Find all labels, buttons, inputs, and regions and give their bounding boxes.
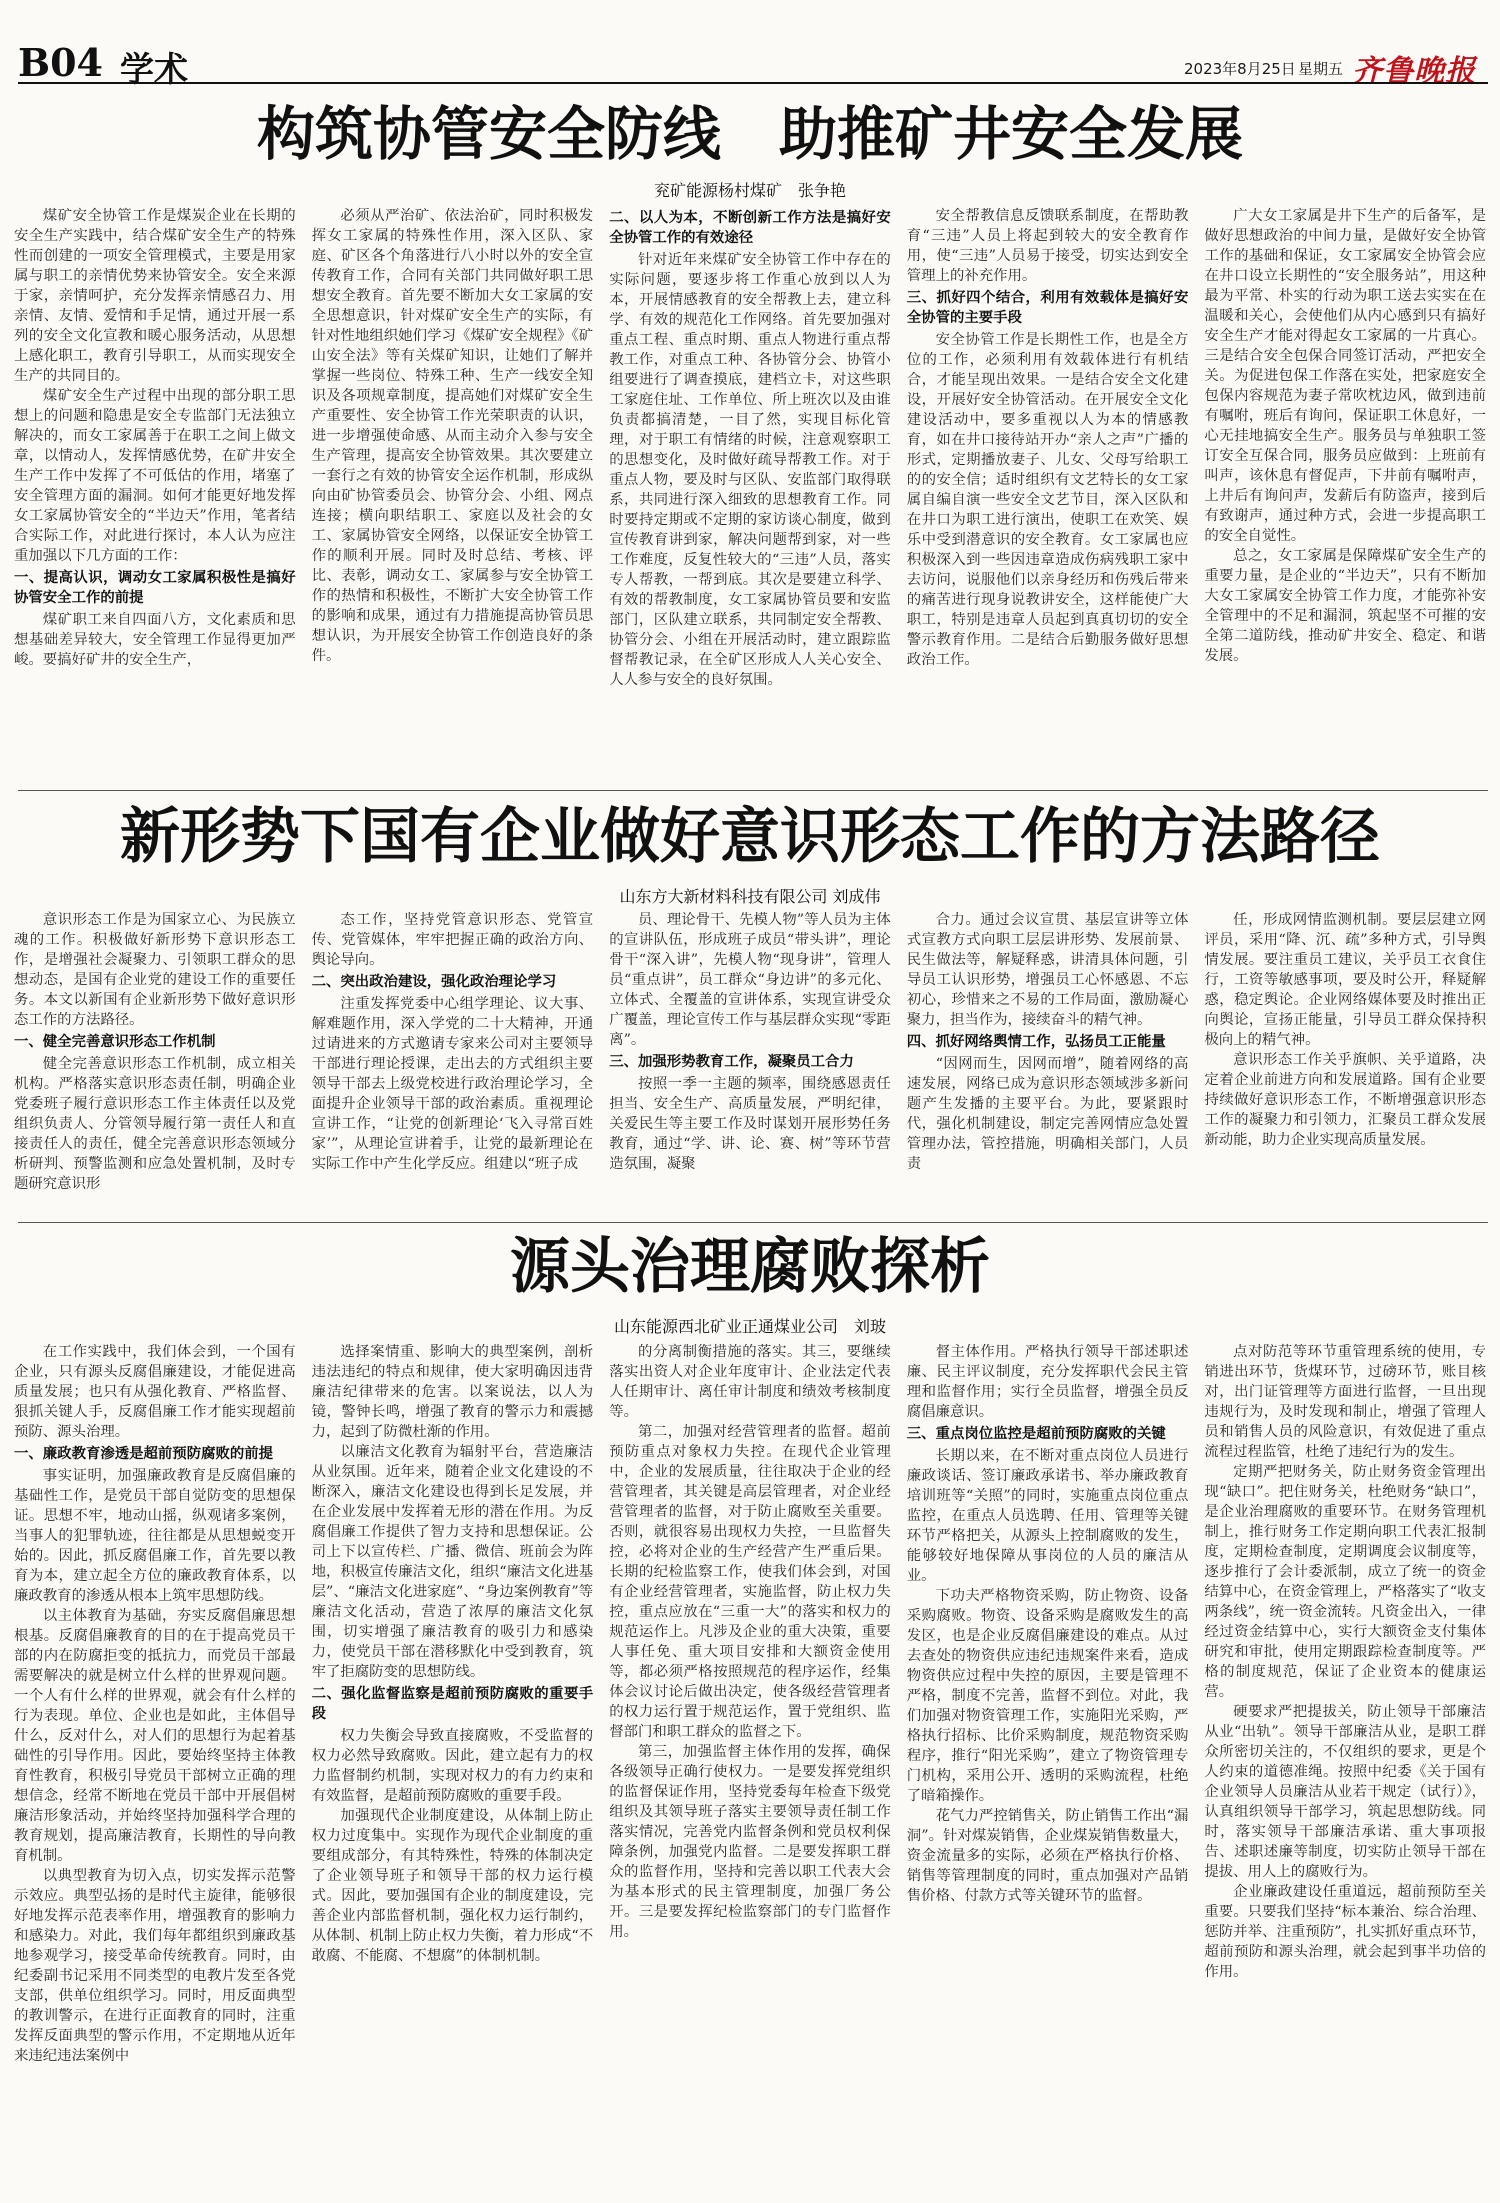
subheading: 四、抓好网络舆情工作，弘扬员工正能量 [906, 1034, 1166, 1050]
paragraph: 以典型教育为切入点，切实发挥示范警示效应。典型弘扬的是时代主旋律，能够很好地发挥示范表率作用，增强教育的影响力和感染力。对此，我们每年都组织到廉政基地参观学习，接受革命传统教育。同时，由纪委副书记采用不同类型的电教片发至各党支部，供单位组织学习。同时，用反面典型的教训警示，在进行正面教育的同时，注重发挥反面典型的警示作用，不定期地从近年来违纪违法案例中 [14, 1868, 296, 2064]
article-byline: 兖矿能源杨村煤矿 张争艳 [653, 181, 846, 200]
article-headline: 源头治理腐败探析 [510, 1232, 990, 1302]
article-headline: 新形势下国有企业做好意识形态工作的方法路径 [120, 802, 1380, 872]
paragraph: 注重发挥党委中心组学理论、议大事、解难题作用，深入学党的二十大精神，开通过请进来的方式邀请专家来公司对主要领导干部进行理论授课，走出去的方式组织主要领导干部去上级党校进行政治理论学习，全面提升企业领导干部的政治素质。重视理论宣讲工作，“让党的创新理论‘飞入寻常百姓家’”，从理论宣讲着手，让党的最新理论在实际工作中产生化学反应。组建以“班子成 [311, 996, 594, 1172]
paragraph: 下功夫严格物资采购，防止物资、设备采购腐败。物资、设备采购是腐败发生的高发区，也是企业反腐倡廉建设的难点。从过去查处的物资供应违纪违规案件来看，造成物资供应过程中失控的原因，主要是管理不严格，制度不完善，监督不到位。对此，我们加强对物资管理工作，实施阳光采购，严格执行招标、比价采购制度，规范物资采购程序，推行“阳光采购”，建立了物资管理专门机构，采用公开、透明的采购流程，杜绝了暗箱操作。 [906, 1588, 1189, 1804]
subheading: 一、廉政教育渗透是超前预防腐败的前提 [14, 1446, 274, 1462]
article-column [14, 1342, 296, 2192]
paragraph: 安全帮教信息反馈联系制度，在帮助教育“三违”人员上将起到较大的安全教育作用，使“三违”人员易于接受，切实达到安全管理上的补充作用。 [906, 208, 1189, 284]
paragraph: 的分离制衡措施的落实。其三，要继续落实出资人对企业年度审计、企业法定代表人任期审计、离任审计制度和绩效考核制度等。 [609, 1344, 891, 1420]
article-column [312, 1342, 594, 2192]
paragraph: 总之，女工家属是保障煤矿安全生产的重要力量，是企业的“半边天”，只有不断加大女工家属安全协管工作力度，才能弥补安全管理中的不足和漏洞，筑起坚不可摧的安全第二道防线，推动矿井安全、稳定、和谐发展。 [1204, 548, 1486, 664]
article-byline: 山东方大新材料科技有限公司 刘成伟 [619, 887, 881, 906]
paragraph: 针对近年来煤矿安全协管工作中存在的实际问题，要逐步将工作重心放到以人为本，开展情感教育的安全帮教上去，建立科学、有效的规范化工作网络。首先要加强对重点工程、重点时期、重点人物进行重点帮教工作，对重点工种、各协管分会、协管小组要进行了调查摸底，建档立卡，对这些职工家庭住址、工作单位、所上班次以及由谁负责都搞清楚，一目了然，实现目标化管理，对于职工有情绪的时候，注意观察职工的思想变化，及时做好疏导帮教工作。对于重点人物，要及时与区队、安监部门取得联系，共同进行深入细致的思想教育工作。同时要持定期或不定期的家访谈心制度，做到宣传教育讲到家，解决问题帮到家，对一些工作难度，反复性较大的“三违”人员，落实专人帮教，一帮到底。其次是要建立科学、有效的帮教制度，女工家属协管员要和安监部门，区队建立联系，共同制定安全帮教、协管分会、小组在开展活动时，建立跟踪监督帮教记录，在全矿区形成人人关心安全、人人参与安全的良好氛围。 [609, 252, 891, 688]
subheading: 三、加强形势教育工作，凝聚员工合力 [609, 1054, 854, 1070]
article-divider [18, 1222, 1488, 1223]
paragraph: 第二，加强对经营管理者的监督。超前预防重点对象权力失控。在现代企业管理中，企业的发展质量，往往取决于企业的经营管理者，其关键是高层管理者，对企业经营管理者的监督，对于防止腐败至关重要。否则，就很容易出现权力失控，一旦监督失控，必将对企业的生产经营产生严重后果。长期的纪检监察工作，使我们体会到，对国有企业经营管理者，实施监督，防止权力失控，重点应放在“三重一大”的落实和权力的规范运作上。凡涉及企业的重大决策，重要人事任免、重大项目安排和大额资金使用等，都必须严格按照规范的程序运作，经集体会议讨论后做出决定，使各级经营管理者的权力运行置于规范运作，置于党组织、监督部门和职工群众的监督之下。 [609, 1424, 891, 1740]
paragraph: 点对防范等环节重管理系统的使用，专销进出环节，货煤环节，过磅环节，账目核对，出门证管理等方面进行监督，一旦出现违规行为，及时发现和制止，增强了管理人员和销售人员的风险意识，有效促进了重点流程过程监管，杜绝了违纪行为的发生。 [1204, 1344, 1486, 1460]
article-column [907, 1342, 1189, 2192]
paragraph: 硬要求严把提拔关，防止领导干部廉洁从业“出轨”。领导干部廉洁从业，是职工群众所密切关注的，不仅组织的要求，更是个人约束的道德准绳。按照中纪委《关于国有企业领导人员廉洁从业若干规定（试行）》，认真组织领导干部学习，筑起思想防线。同时，落实领导干部廉洁承诺、重大事项报告、述职述廉等制度，切实防止领导干部在提拔、用人上的腐败行为。 [1204, 1704, 1486, 1880]
paragraph: 以廉洁文化教育为辐射平台，营造廉洁从业氛围。近年来，随着企业文化建设的不断深入，廉洁文化建设也得到长足发展，并在企业发展中发挥着无形的潜在作用。为反腐倡廉工作提供了智力支持和思想保证。公司上下以宣传栏、广播、微信、班前会为阵地，积极宣传廉洁文化，组织“廉洁文化进基层”、“廉洁文化进家庭”、“身边案例教育”等廉洁文化活动，营造了浓厚的廉洁文化氛围，切实增强了廉洁教育的吸引力和感染力，使党员干部在潜移默化中受到教育，筑牢了拒腐防变的思想防线。 [311, 1444, 594, 1680]
article-divider [18, 790, 1488, 791]
issue-weekday: 星期五 [1298, 60, 1344, 78]
article-3 [14, 1228, 1486, 2194]
article-column [14, 206, 296, 782]
subheading: 三、重点岗位监控是超前预防腐败的关键 [906, 1426, 1166, 1442]
paragraph: 长期以来，在不断对重点岗位人员进行廉政谈话、签订廉政承诺书、举办廉政教育培训班等“关照”的同时，实施重点岗位重点监控，在重点人员选聘、任用、管理等关键环节严格把关，从源头上控制腐败的发生，能够较好地保障从事岗位的人员的廉洁从业。 [906, 1448, 1189, 1584]
paragraph: 态工作，坚持党管意识形态、党管宣传、党管媒体，牢牢把握正确的政治方向、舆论导向。 [311, 912, 594, 968]
paragraph: 煤矿安全生产过程中出现的部分职工思想上的问题和隐患是安全专监部门无法独立解决的，而女工家属善于在职工之间上做文章，以情动人，发挥情感优势，在矿井安全生产工作中发挥了不可低估的作用，堵塞了安全管理方面的漏洞。如何才能更好地发挥女工家属协管安全的“半边天”作用，笔者结合实际工作，对此进行探讨，本人认为应注重加强以下几方面的工作： [14, 388, 296, 564]
masthead-rule [18, 82, 1488, 84]
article-column [609, 206, 891, 782]
subheading: 二、突出政治建设，强化政治理论学习 [311, 974, 557, 990]
subheading: 一、健全完善意识形态工作机制 [14, 1034, 216, 1050]
paragraph: 权力失衡会导致直接腐败，不受监督的权力必然导致腐败。因此，建立起有力的权力监督制约机制，实现对权力的有力约束和有效监督，是超前预防腐败的重要手段。 [311, 1728, 594, 1804]
article-column [1204, 206, 1486, 782]
article-1 [14, 96, 1486, 784]
article-headline: 构筑协管安全防线 助推矿井安全发展 [256, 100, 1243, 168]
paragraph: 任，形成网情监测机制。要层层建立网评员，采用“降、沉、疏”多种方式，引导舆情发展。要注重员工建议，关乎员工衣食住行，工资等敏感事项，要及时公开，释疑解惑，稳定舆论。企业网络媒体要及时推出正向舆论，宣扬正能量，引导员工群众保持积极向上的精气神。 [1204, 912, 1486, 1048]
paragraph: 员、理论骨干、先模人物”等人员为主体的宣讲队伍，形成班子成员“带头讲”，理论骨干“深入讲”，先模人物“现身讲”，管理人员“重点讲”，员工群众“身边讲”的多元化、立体式、全覆盖的宣讲体系，实现宣讲受众广覆盖，理论宣传工作与基层群众实现“零距离”。 [609, 912, 891, 1048]
subheading: 一、提高认识，调动女工家属积极性是搞好协管安全工作的前提 [14, 570, 296, 606]
subheading: 三、抓好四个结合，利用有效载体是搞好安全协管的主要手段 [906, 290, 1189, 326]
paragraph: 必须从严治矿、依法治矿，同时积极发挥女工家属的特殊性作用，深入区队、家庭、矿区各个角落进行八小时以外的安全宣传教育工作，合同有关部门共同做好职工思想安全教育。首先要不断加大女工家属的安全思想意识，针对煤矿安全生产的实际，有针对性地组织她们学习《煤矿安全规程》《矿山安全法》等有关煤矿知识，让她们了解并掌握一些岗位、特殊工种、生产一线安全知识及各项规章制度，提高她们对煤矿安全生产重要性、安全协管工作光荣职责的认识，进一步增强使命感、从而主动介入参与安全生产管理，提高安全协管效果。其次要建立一套行之有效的协管安全运作机制，形成纵向由矿协管委员会、协管分会、小组、网点连接；横向职结职工、家庭以及社会的女工、家属协管安全网络，以保证安全协管工作的顺利开展。同时及时总结、考核、评比、表彰，调动女工、家属参与安全协管工作的热情和积极性，不断扩大安全协管工作的影响和成果，通过有力措施提高协管员思想认识，为开展安全协管工作创造良好的条件。 [311, 208, 594, 664]
paragraph: 事实证明，加强廉政教育是反腐倡廉的基础性工作，是党员干部自觉防变的思想保证。思想不牢，地动山摇，纵观诸多案例，当事人的犯罪轨迹，往往都是从思想蜕变开始的。因此，抓反腐倡廉工作，首先要以教育为本，建立起全方位的廉政教育体系，以廉政教育的渗透从根本上筑牢思想防线。 [14, 1468, 296, 1604]
section-name: 学术 [120, 50, 188, 90]
article-columns [14, 206, 1486, 782]
page-number: B04 [18, 40, 103, 85]
newspaper-logo: 齐鲁晚报 [1352, 54, 1476, 89]
article-byline: 山东能源西北矿业正通煤业公司 刘玻 [613, 1317, 886, 1336]
paragraph: 企业廉政建设任重道远，超前预防至关重要。只要我们坚持“标本兼治、综合治理、惩防并举、注重预防”，扎实抓好重点环节，超前预防和源头治理，就会起到事半功倍的作用。 [1204, 1884, 1486, 1980]
article-column [312, 206, 594, 782]
paragraph: 意识形态工作是为国家立心、为民族立魂的工作。积极做好新形势下意识形态工作，是增强社会凝聚力、引领职工群众的思想动态，是国有企业党的建设工作的重要任务。本文以新国有企业新形势下做好意识形态工作的方法路径。 [14, 912, 296, 1028]
paragraph: 健全完善意识形态工作机制，成立相关机构。严格落实意识形态责任制，明确企业党委班子履行意识形态工作主体责任以及党组织负责人、分管领导履行第一责任人和直接责任人的责任，健全完善意识形态领域分析研判、预警监测和应急处置机制，及时专题研究意识形 [14, 1056, 296, 1192]
article-column [609, 1342, 891, 2192]
paragraph: “因网而生，因网而增”，随着网络的高速发展，网络已成为意识形态领域涉多新问题产生发播的主要平台。为此，要紧跟时代，强化机制建设，制定完善网情应急处置管理办法，管控措施，明确相关部门，人员责 [906, 1056, 1189, 1172]
paragraph: 选择案情重、影响大的典型案例，剖析违法违纪的特点和规律，使大家明确因违背廉洁纪律带来的危害。以案说法，以人为镜，警钟长鸣，增强了教育的警示力和震撼力，起到了防微杜渐的作用。 [311, 1344, 594, 1440]
paragraph: 花气力严控销售关，防止销售工作出“漏洞”。针对煤炭销售，企业煤炭销售数量大，资金流量多的实际，必须在严格执行价格、销售等管理制度的同时，重点加强对产品销售价格、付款方式等关键环节的监督。 [906, 1808, 1189, 1904]
paragraph: 广大女工家属是井下生产的后备军，是做好思想政治的中间力量，是做好安全协管工作的基础和保证，女工家属安全协管会应在井口设立长期性的“安全服务站”，用这种最为平常、朴实的行动为职工送去实实在在温暖和关心，会使他们从内心感到只有搞好安全生产才能对得起女工家属的一片真心。三是结合安全包保合同签订活动，严把安全关。为促进包保工作落在实处，把家庭安全包保内容规范为妻子常吹枕边风，做到违前有嘱咐，班后有询问，保证职工休息好，一心无挂地搞安全生产。服务员与单独职工签订安全互保合同，服务员应做到：上班前有叫声，该休息有督促声，下井前有嘱咐声，上井后有询问声，发薪后有防盗声，接到后有致谢声，通过种方式，会进一步提高职工的安全自觉性。 [1204, 208, 1486, 544]
paragraph: 安全协管工作是长期性工作，也是全方位的工作，必须利用有效载体进行有机结合，才能呈现出效果。一是结合安全文化建设，开展好安全协管活动。在开展安全文化建设活动中，要多重视以人为本的情感教育，如在井口接待站开办“亲人之声”广播的形式，定期播放妻子、儿女、父母写给职工的的安全信；适时组织有文艺特长的女工家属自编自演一些安全文艺节目，深入区队和在井口为职工进行演出，使职工在欢笑、娱乐中受到潜意识的安全教育。女工家属也应积极深入到一些因违章造成伤病残职工家中去访问，说服他们以亲身经历和伤残后带来的痛苦进行现身说教讲安全，这样能使广大职工，特别是违章人员起到真真切切的安全警示教育作用。二是结合后勤服务做好思想政治工作。 [906, 332, 1189, 668]
paragraph: 加强现代企业制度建设，从体制上防止权力过度集中。实现作为现代企业制度的重要组成部分，有其特殊性，特殊的体制决定了企业领导班子和领导干部的权力运行模式。因此，要加强国有企业的制度建设，完善企业内部监督机制，强化权力运行制约，从体制、机制上防止权力失衡，着力形成“不敢腐、不能腐、不想腐”的体制机制。 [311, 1808, 594, 1964]
issue-date: 2023年8月25日 [1184, 60, 1296, 78]
article-column [907, 206, 1189, 782]
paragraph: 意识形态工作关乎旗帜、关乎道路，决定着企业前进方向和发展道路。国有企业要持续做好意识形态工作，不断增强意识形态工作的凝聚力和引领力，汇聚员工群众发展新动能，助力企业实现高质量发展。 [1204, 1052, 1486, 1148]
masthead [0, 0, 1500, 92]
paragraph: 督主体作用。严格执行领导干部述职述廉、民主评议制度，充分发挥职代会民主管理和监督作用；实行全员监督，增强全员反腐倡廉意识。 [906, 1344, 1189, 1420]
paragraph: 合力。通过会议宣贯、基层宣讲等立体式宣教方式向职工层层讲形势、发展前景、民生做法等，解疑释惑，讲清具体问题，引导员工认识形势，增强员工心怀感恩、不忘初心，珍惜来之不易的工作局面，激励凝心聚力，担当作为，接续奋斗的精气神。 [906, 912, 1189, 1028]
subheading: 二、强化监督监察是超前预防腐败的重要手段 [311, 1686, 594, 1722]
subheading: 二、以人为本，不断创新工作方法是搞好安全协管工作的有效途径 [609, 210, 891, 246]
paragraph: 煤矿安全协管工作是煤炭企业在长期的安全生产实践中，结合煤矿安全生产的特殊性而创建的一项安全管理模式，主要是用家属与职工的亲情优势来协管安全。安全来源于家，亲情呵护，充分发挥亲情感召力、用亲情、友情、爱情和手足情，通过开展一系列的安全文化宣教和暖心服务活动，从思想上感化职工，教育引导职工，从而实现安全生产的共同目的。 [14, 208, 296, 384]
paragraph: 第三，加强监督主体作用的发挥，确保各级领导正确行使权力。一是要发挥党组织的监督保证作用，坚持党委每年检查下级党组织及其领导班子落实主要领导责任制工作落实情况，完善党内监督条例和党员权利保障条例，加强党内监督。二是要发挥职工群众的监督作用，坚持和完善以职工代表大会为基本形式的民主管理制度，加强厂务公开。三是要发挥纪检监察部门的专门监督作用。 [609, 1744, 891, 1940]
paragraph: 以主体教育为基础，夯实反腐倡廉思想根基。反腐倡廉教育的目的在于提高党员干部的内在防腐拒变的抵抗力，而党员干部最需要解决的就是树立什么样的世界观问题。一个人有什么样的世界观，就会有什么样的行为表现。单位、企业也是如此，主体倡导什么，反对什么，对人们的思想行为起着基础性的引导作用。因此，要始终坚持主体教育性教育，积极引导党员干部树立正确的理想信念，经常不断地在党员干部中开展倡树廉洁形象活动，并始终坚持加强科学合理的教育规划，提高廉洁教育，长期性的导向教育机制。 [14, 1608, 296, 1864]
paragraph: 在工作实践中，我们体会到，一个国有企业，只有源头反腐倡廉建设，才能促进高质量发展；也只有从强化教育、严格监督、狠抓关键人手，反腐倡廉工作才能实现超前预防、源头治理。 [14, 1344, 296, 1440]
article-column [1204, 1342, 1486, 2192]
paragraph: 煤矿职工来自四面八方，文化素质和思想基础差异较大，安全管理工作显得更加严峻。要搞好矿井的安全生产， [14, 612, 296, 668]
paragraph: 定期严把财务关，防止财务资金管理出现“缺口”。把住财务关，杜绝财务“缺口”，是企业治理腐败的重要环节。在财务管理机制上，推行财务工作定期向职工代表汇报制度，定期检查制度，定期调度会议制度等，逐步推行了会计委派制，成立了统一的资金结算中心，在资金管理上，严格落实了“收支两条线”，统一资金流转。凡资金出入，一律经过资金结算中心，实行大额资金支付集体研究和审批，使用定期跟踪检查制度等。严格的制度规范，保证了企业资本的健康运营。 [1204, 1464, 1486, 1700]
paragraph: 按照一季一主题的频率，围绕感恩责任担当、安全生产、高质量发展，严明纪律，关爱民生等主要工作及时谋划开展形势任务教育，通过“学、讲、论、赛、树”等环节营造氛围，凝聚 [609, 1076, 891, 1172]
article-columns [14, 1342, 1486, 2192]
